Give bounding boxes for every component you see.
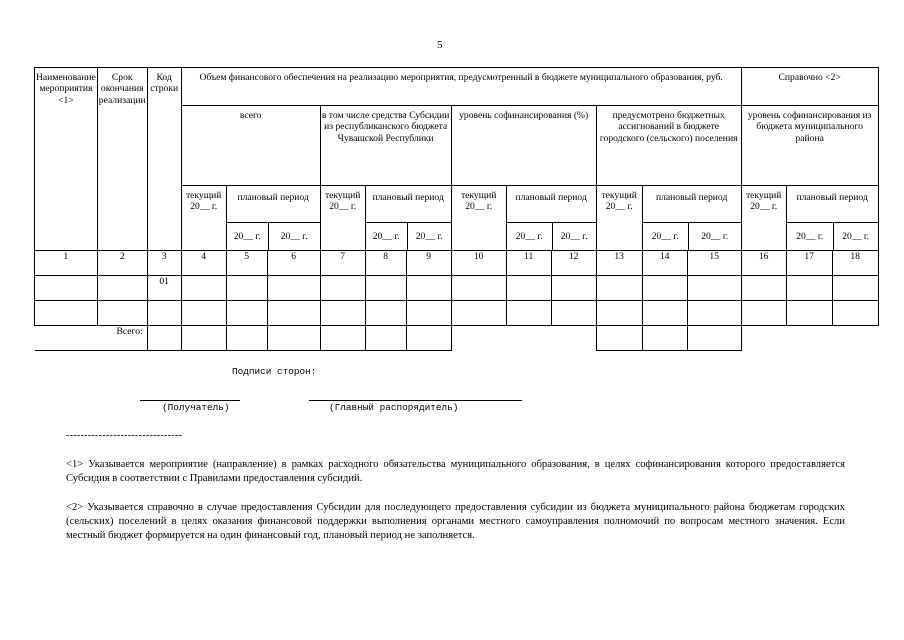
current-year-4: текущий 20__ г. (181, 186, 226, 251)
page-number: 5 (437, 39, 443, 51)
footnote-1: <1> Указывается мероприятие (направление) в рамках расходного обязательства муниципального образования, в целях софинансирования которого предоставляется Субсидия в соответствии с Правилами предоставления субсидий. (66, 459, 845, 484)
data-row (35, 301, 879, 326)
total-label: Всего: (35, 326, 148, 351)
header-volume: Объем финансового обеспечения на реализацию мероприятия, предусмотренный в бюджете муниципального образования, руб. (181, 68, 741, 106)
column-number: 5 (226, 251, 267, 276)
planned-period-13: плановый период (655, 192, 728, 203)
year-col-14: 20__ г. (643, 223, 689, 250)
header-term: Срок окончания реализации (97, 68, 147, 251)
column-number: 14 (642, 251, 687, 276)
column-number: 8 (365, 251, 406, 276)
current-year-13: текущий 20__ г. (596, 186, 642, 251)
column-number: 11 (506, 251, 551, 276)
recipient-signature-line (140, 400, 240, 401)
column-number: 7 (320, 251, 365, 276)
footnote-separator: -------------------------------- (66, 430, 183, 441)
column-number: 13 (596, 251, 642, 276)
signatures-title: Подписи сторон: (232, 366, 317, 377)
column-number: 6 (267, 251, 320, 276)
planned-period-10: плановый период (515, 192, 587, 203)
header-total: всего (181, 106, 320, 186)
header-subsidy: в том числе средства Субсидии из республиканского бюджета Чувашской Республики (320, 106, 451, 186)
column-number-row (35, 251, 879, 276)
year-col-11: 20__ г. (507, 223, 553, 250)
column-number: 1 (35, 251, 98, 276)
planned-period-7: плановый период (372, 192, 444, 203)
year-col-15: 20__ г. (701, 230, 729, 242)
column-number: 9 (406, 251, 451, 276)
column-number: 4 (181, 251, 226, 276)
column-number: 2 (97, 251, 147, 276)
header-district-level: уровень софинансирования из бюджета муниципального района (741, 106, 878, 186)
main-manager-caption: (Главный распорядитель) (329, 402, 459, 413)
planned-period-4: плановый период (237, 192, 309, 203)
recipient-caption: (Получатель) (162, 402, 230, 413)
footnote-2: <2> Указывается справочно в случае предоставления Субсидии для последующего предоставления субсидии из бюджета муниципального района бюджетам городских (сельских) поселений в целях оказания финансовой поддержки выполнения органами местного самоуправления полномочий по вопросам местного значения. Если местный бюджет формируется на один финансовый год, плановый период не заполняется. (66, 502, 845, 541)
header-settlement-alloc: предусмотрено бюджетных ассигнований в бюджете городского (сельского) поселения (596, 106, 741, 186)
column-number: 18 (832, 251, 878, 276)
data-row (35, 276, 879, 301)
year-col-8: 20__ г. (366, 223, 408, 250)
financing-table (34, 67, 879, 351)
year-col-6: 20__ г. (280, 230, 308, 242)
header-code: Код строки (147, 68, 181, 251)
main-manager-signature-line (309, 400, 522, 401)
column-number: 12 (551, 251, 596, 276)
current-year-16: текущий 20__ г. (741, 186, 786, 251)
current-year-10: текущий 20__ г. (451, 186, 506, 251)
year-col-17: 20__ г. (787, 223, 834, 250)
year-col-18: 20__ г. (842, 230, 870, 242)
year-col-12: 20__ г. (560, 230, 588, 242)
column-number: 17 (786, 251, 832, 276)
column-number: 16 (741, 251, 786, 276)
row-code: 01 (147, 276, 181, 301)
year-col-5: 20__ г. (227, 223, 269, 250)
total-row (35, 326, 879, 351)
header-name: Наименование мероприятия <1> (35, 68, 98, 251)
header-reference: Справочно <2> (741, 68, 878, 106)
header-cofinance-level: уровень софинансирования (%) (451, 106, 596, 186)
column-number: 15 (687, 251, 741, 276)
current-year-7: текущий 20__ г. (320, 186, 365, 251)
planned-period-16: плановый период (796, 192, 868, 203)
column-number: 10 (451, 251, 506, 276)
column-number: 3 (147, 251, 181, 276)
year-col-9: 20__ г. (415, 230, 443, 242)
